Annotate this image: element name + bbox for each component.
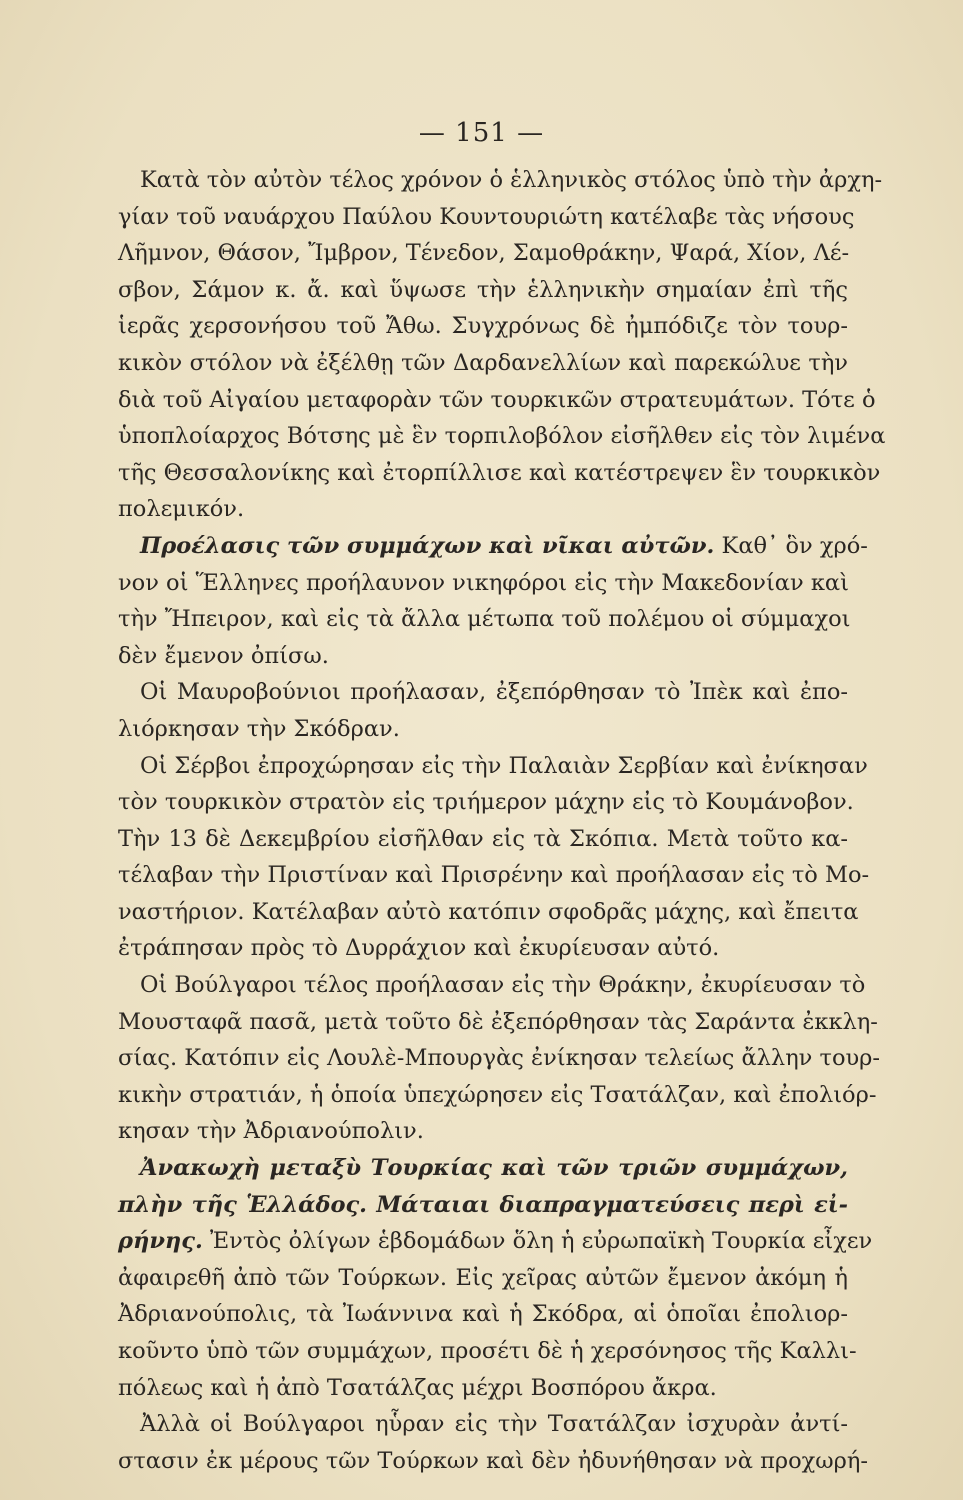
body-text: νον οἱ Ἕλληνες προήλαυνον νικηφόροι εἰς τὴν Μακεδονίαν καὶ [118,569,849,596]
text-line [118,308,848,345]
text-line [118,857,870,894]
text-line [118,528,868,565]
text-line [118,601,851,638]
text-line [118,1406,848,1443]
text-line [118,930,848,967]
text-line [118,1370,848,1407]
body-text: ναστήριον. Κατέλαβαν αὐτὸ κατόπιν σφοδρᾶς μάχης, καὶ ἔπειτα [118,898,859,925]
body-text: ὑποπλοίαρχος Βότσης μὲ ἓν τορπιλοβόλον εἰσῆλθεν εἰς τὸν λιμένα [118,423,886,450]
text-line [118,1333,857,1370]
body-text: ἐτράπησαν πρὸς τὸ Δυρράχιον καὶ ἐκυρίευσαν αὐτό. [118,935,720,962]
body-text: λιόρκησαν τὴν Σκόδραν. [118,715,400,742]
body-text: στασιν ἐκ μέρους τῶν Τούρκων καὶ δὲν ἠδυνήθησαν νὰ προχωρή- [118,1447,868,1474]
body-text: τέλαβαν τὴν Πριστίναν καὶ Πρισρένην καὶ προήλασαν εἰς τὸ Μο- [118,862,870,889]
page-body-text [118,162,886,1479]
section-heading: πλὴν τῆς Ἑλλάδος. Μάταιαι διαπραγματεύσεις περὶ εἰ- [118,1191,848,1218]
body-text: κησαν τὴν Ἀδριανούπολιν. [118,1118,424,1145]
body-text: σίας. Κατόπιν εἰς Λουλὲ-Μπουργὰς ἐνίκησαν τελείως ἄλλην τουρ- [118,1045,881,1072]
text-line [118,272,848,309]
text-line [118,1150,848,1187]
body-text: τὴν Ἤπειρον, καὶ εἰς τὰ ἄλλα μέτωπα τοῦ πολέμου οἱ σύμμαχοι [118,606,851,633]
body-text: πολεμικόν. [118,496,245,523]
text-line [118,162,883,199]
text-line [118,1077,877,1114]
body-text: σβον, Σάμον κ. ἄ. καὶ ὕψωσε τὴν ἑλληνικὴν σημαίαν ἐπὶ τῆς [118,276,848,303]
body-text: δὲν ἔμενον ὀπίσω. [118,642,329,669]
section-heading: Προέλασις τῶν συμμάχων καὶ νῖκαι αὐτῶν. [140,532,715,559]
body-text: Τὴν 13 δὲ Δεκεμβρίου εἰσῆλθαν εἰς τὰ Σκόπια. Μετὰ τοῦτο κα- [118,825,848,852]
body-text: κοῦντο ὑπὸ τῶν συμμάχων, προσέτι δὲ ἡ χερσόνησος τῆς Καλλι- [118,1338,857,1364]
body-text: ἱερᾶς χερσονήσου τοῦ Ἄθω. Συγχρόνως δὲ ἠμπόδιζε τὸν τουρ- [118,313,848,340]
text-line [118,1443,868,1480]
text-line [118,638,848,675]
text-line [118,1040,881,1077]
text-line [118,1004,878,1041]
text-line [118,1296,848,1333]
page-number: — 151 — [418,118,545,148]
text-line [118,235,848,272]
body-text: Οἱ Μαυροβούνιοι προήλασαν, ἐξεπόρθησαν τὸ Ἰπὲκ καὶ ἐπο- [140,679,848,706]
text-line [118,1187,848,1224]
text-line [118,821,848,858]
body-text: Ἐντὸς ὀλίγων ἑβδομάδων ὅλη ἡ εὐρωπαϊκὴ Τουρκία εἶχεν [202,1228,873,1255]
body-text: Καθ᾽ ὃν χρό- [714,532,868,559]
text-line [118,784,854,821]
text-line [118,967,866,1004]
body-text: Λῆμνον, Θάσον, Ἴμβρον, Τένεδον, Σαμοθράκην, Ψαρά, Χίον, Λέ- [118,240,850,267]
text-line [118,748,868,785]
body-text: Κατὰ τὸν αὐτὸν τέλος χρόνον ὁ ἑλληνικὸς στόλος ὑπὸ τὴν ἀρχη- [140,167,883,193]
body-text: τὸν τουρκικὸν στρατὸν εἰς τριήμερον μάχην εἰς τὸ Κουμάνοβον. [118,789,854,816]
section-heading: Ἀνακωχὴ μεταξὺ Τουρκίας καὶ τῶν τριῶν συμμάχων, [140,1155,848,1182]
body-text: κικὸν στόλον νὰ ἐξέλθῃ τῶν Δαρδανελλίων καὶ παρεκώλυε τὴν [118,349,848,376]
text-line [118,345,848,382]
text-line [118,199,855,236]
text-line [118,1113,848,1150]
text-line [118,491,848,528]
body-text: Μουσταφᾶ πασᾶ, μετὰ τοῦτο δὲ ἐξεπόρθησαν τὰς Σαράντα ἐκκλη- [118,1008,878,1035]
text-line [118,894,859,931]
body-text: γίαν τοῦ ναυάρχου Παύλου Κουντουριώτη κατέλαβε τὰς νήσους [118,203,855,230]
body-text: κικὴν στρατιάν, ἡ ὁποία ὑπεχώρησεν εἰς Τσατάλζαν, καὶ ἐπολιόρ- [118,1081,877,1108]
text-line [118,674,848,711]
body-text: Οἱ Σέρβοι ἐπροχώρησαν εἰς τὴν Παλαιὰν Σερβίαν καὶ ἐνίκησαν [140,752,868,779]
body-text: Οἱ Βούλγαροι τέλος προήλασαν εἰς τὴν Θράκην, ἐκυρίευσαν τὸ [140,972,866,999]
body-text: Ἀδριανούπολις, τὰ Ἰωάννινα καὶ ἡ Σκόδρα, αἱ ὁποῖαι ἐπολιορ- [118,1301,848,1328]
text-line [118,382,876,419]
body-text: πόλεως καὶ ἡ ἀπὸ Τσατάλζας μέχρι Βοσπόρου ἄκρα. [118,1374,717,1401]
text-line [118,565,848,602]
body-text: διὰ τοῦ Αἰγαίου μεταφορὰν τῶν τουρκικῶν στρατευμάτων. Τότε ὁ [118,386,876,413]
body-text: τῆς Θεσσαλονίκης καὶ ἐτορπίλλισε καὶ κατέστρεψεν ἓν τουρκικὸν [118,459,881,486]
text-line [118,1260,848,1297]
text-line [118,455,881,492]
body-text: ἀφαιρεθῆ ἀπὸ τῶν Τούρκων. Εἰς χεῖρας αὐτῶν ἔμενον ἀκόμη ἡ [118,1264,848,1291]
text-line [118,418,886,455]
section-heading: ρήνης. [118,1228,203,1255]
text-line [118,1223,873,1260]
text-line [118,711,848,748]
body-text: Ἀλλὰ οἱ Βούλγαροι ηὗραν εἰς τὴν Τσατάλζαν ἰσχυρὰν ἀντί- [140,1411,848,1438]
